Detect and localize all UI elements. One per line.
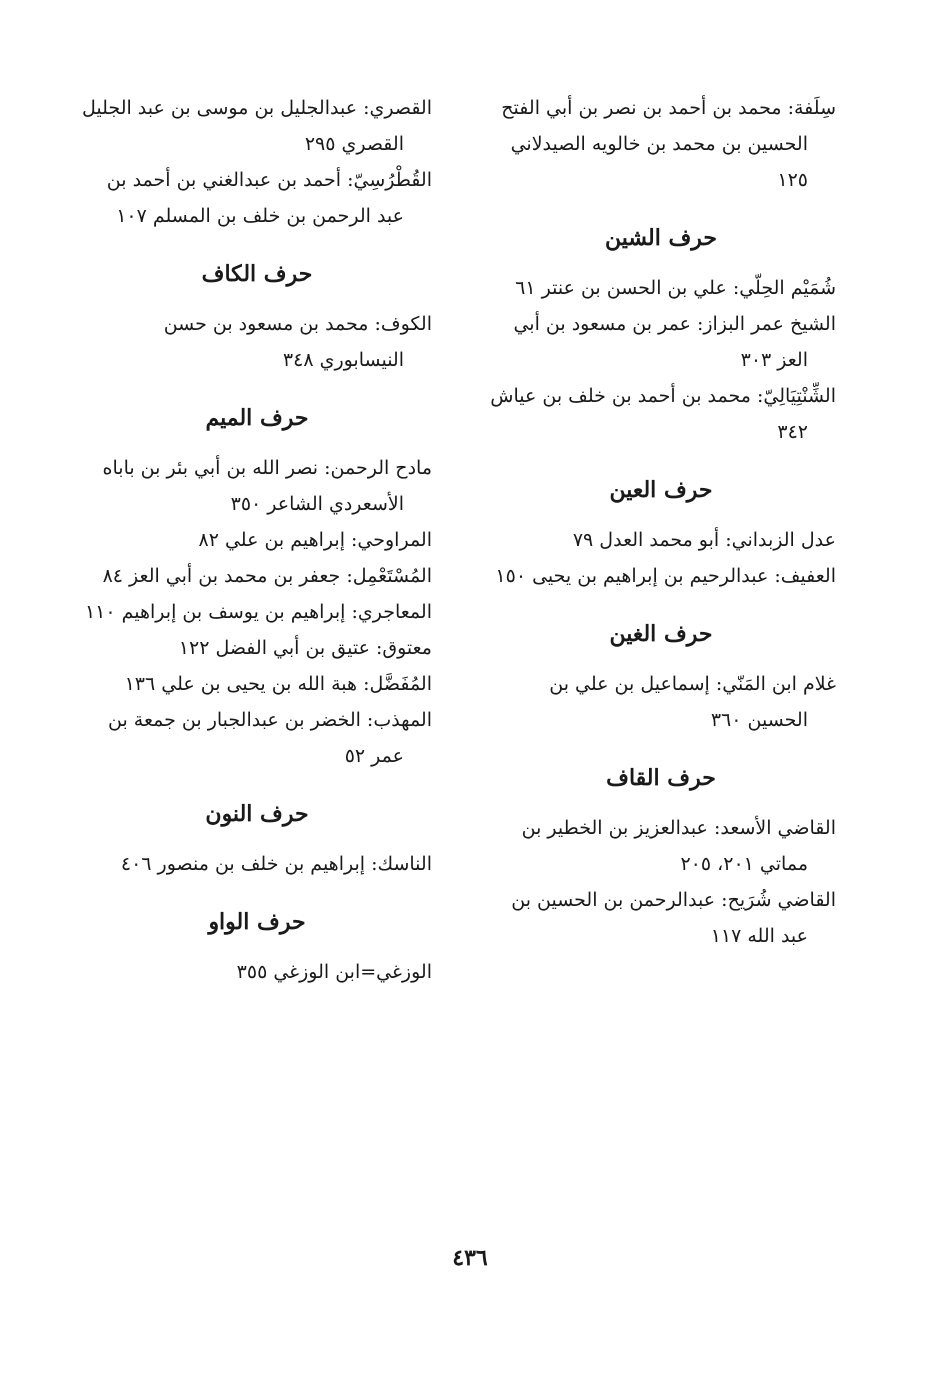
left-column xyxy=(82,90,432,990)
index-entry: سِلَفة: محمد بن أحمد بن نصر بن أبي الفتح الحسين بن محمد بن خالويه الصيدلاني ١٢٥ xyxy=(501,97,836,191)
index-entry: الشيخ عمر البزاز: عمر بن مسعود بن أبي العز ٣٠٣ xyxy=(513,313,836,371)
right-column xyxy=(486,90,836,954)
index-entry: مادح الرحمن: نصر الله بن أبي بئر بن باباه الأسعردي الشاعر ٣٥٠ xyxy=(102,457,432,515)
index-entry: القاضي شُرَيح: عبدالرحمن بن الحسين بن عبد الله ١١٧ xyxy=(511,889,836,947)
index-entry: القصري: عبدالجليل بن موسى بن عبد الجليل القصري ٢٩٥ xyxy=(82,97,432,155)
section-heading: حرف الشين xyxy=(604,225,718,251)
index-entry: المهذب: الخضر بن عبدالجبار بن جمعة بن عمر ٥٢ xyxy=(107,709,432,767)
index-entry: غلام ابن المَنّي: إسماعيل بن علي بن الحسين ٣٦٠ xyxy=(549,673,836,731)
index-entry: شُمَيْم الحِلّي: علي بن الحسن بن عنتر ٦١ xyxy=(515,277,836,299)
index-entry: القُطْرُسِيّ: أحمد بن عبدالغني بن أحمد بن عبد الرحمن بن خلف بن المسلم ١٠٧ xyxy=(106,169,432,227)
index-entry: المراوحي: إبراهيم بن علي ٨٢ xyxy=(198,529,432,551)
section-heading: حرف العين xyxy=(609,477,713,503)
section-heading: حرف الغين xyxy=(609,621,713,647)
section-heading: حرف الكاف xyxy=(201,261,313,287)
index-entry: الناسك: إبراهيم بن خلف بن منصور ٤٠٦ xyxy=(120,853,432,875)
page-number: ٤٣٦ xyxy=(452,1245,488,1271)
index-entry: المعاجري: إبراهيم بن يوسف بن إبراهيم ١١٠ xyxy=(84,601,432,623)
index-entry: الكوف: محمد بن مسعود بن حسن النيسابوري ٣٤٨ xyxy=(163,313,432,371)
index-entry: معتوق: عتيق بن أبي الفضل ١٢٢ xyxy=(178,637,432,659)
index-entry: الشِّنْتِيَالِيّ: محمد بن أحمد بن خلف بن عياش ٣٤٢ xyxy=(490,385,836,443)
section-heading: حرف الواو xyxy=(208,909,306,935)
index-entry: عدل الزبداني: أبو محمد العدل ٧٩ xyxy=(572,529,836,551)
index-entry: المُسْتَعْمِل: جعفر بن محمد بن أبي العز ٨٤ xyxy=(102,565,432,587)
section-heading: حرف النون xyxy=(205,801,309,827)
index-entry: المُفَضَّل: هبة الله بن يحيى بن علي ١٣٦ xyxy=(124,673,432,695)
section-heading: حرف القاف xyxy=(606,765,716,791)
index-entry: القاضي الأسعد: عبدالعزيز بن الخطير بن مماتي ٢٠١، ٢٠٥ xyxy=(521,817,836,875)
index-entry: العفيف: عبدالرحيم بن إبراهيم بن يحيى ١٥٠ xyxy=(495,565,836,587)
index-entry: الوزغي=ابن الوزغي ٣٥٥ xyxy=(236,961,432,983)
section-heading: حرف الميم xyxy=(205,405,309,431)
